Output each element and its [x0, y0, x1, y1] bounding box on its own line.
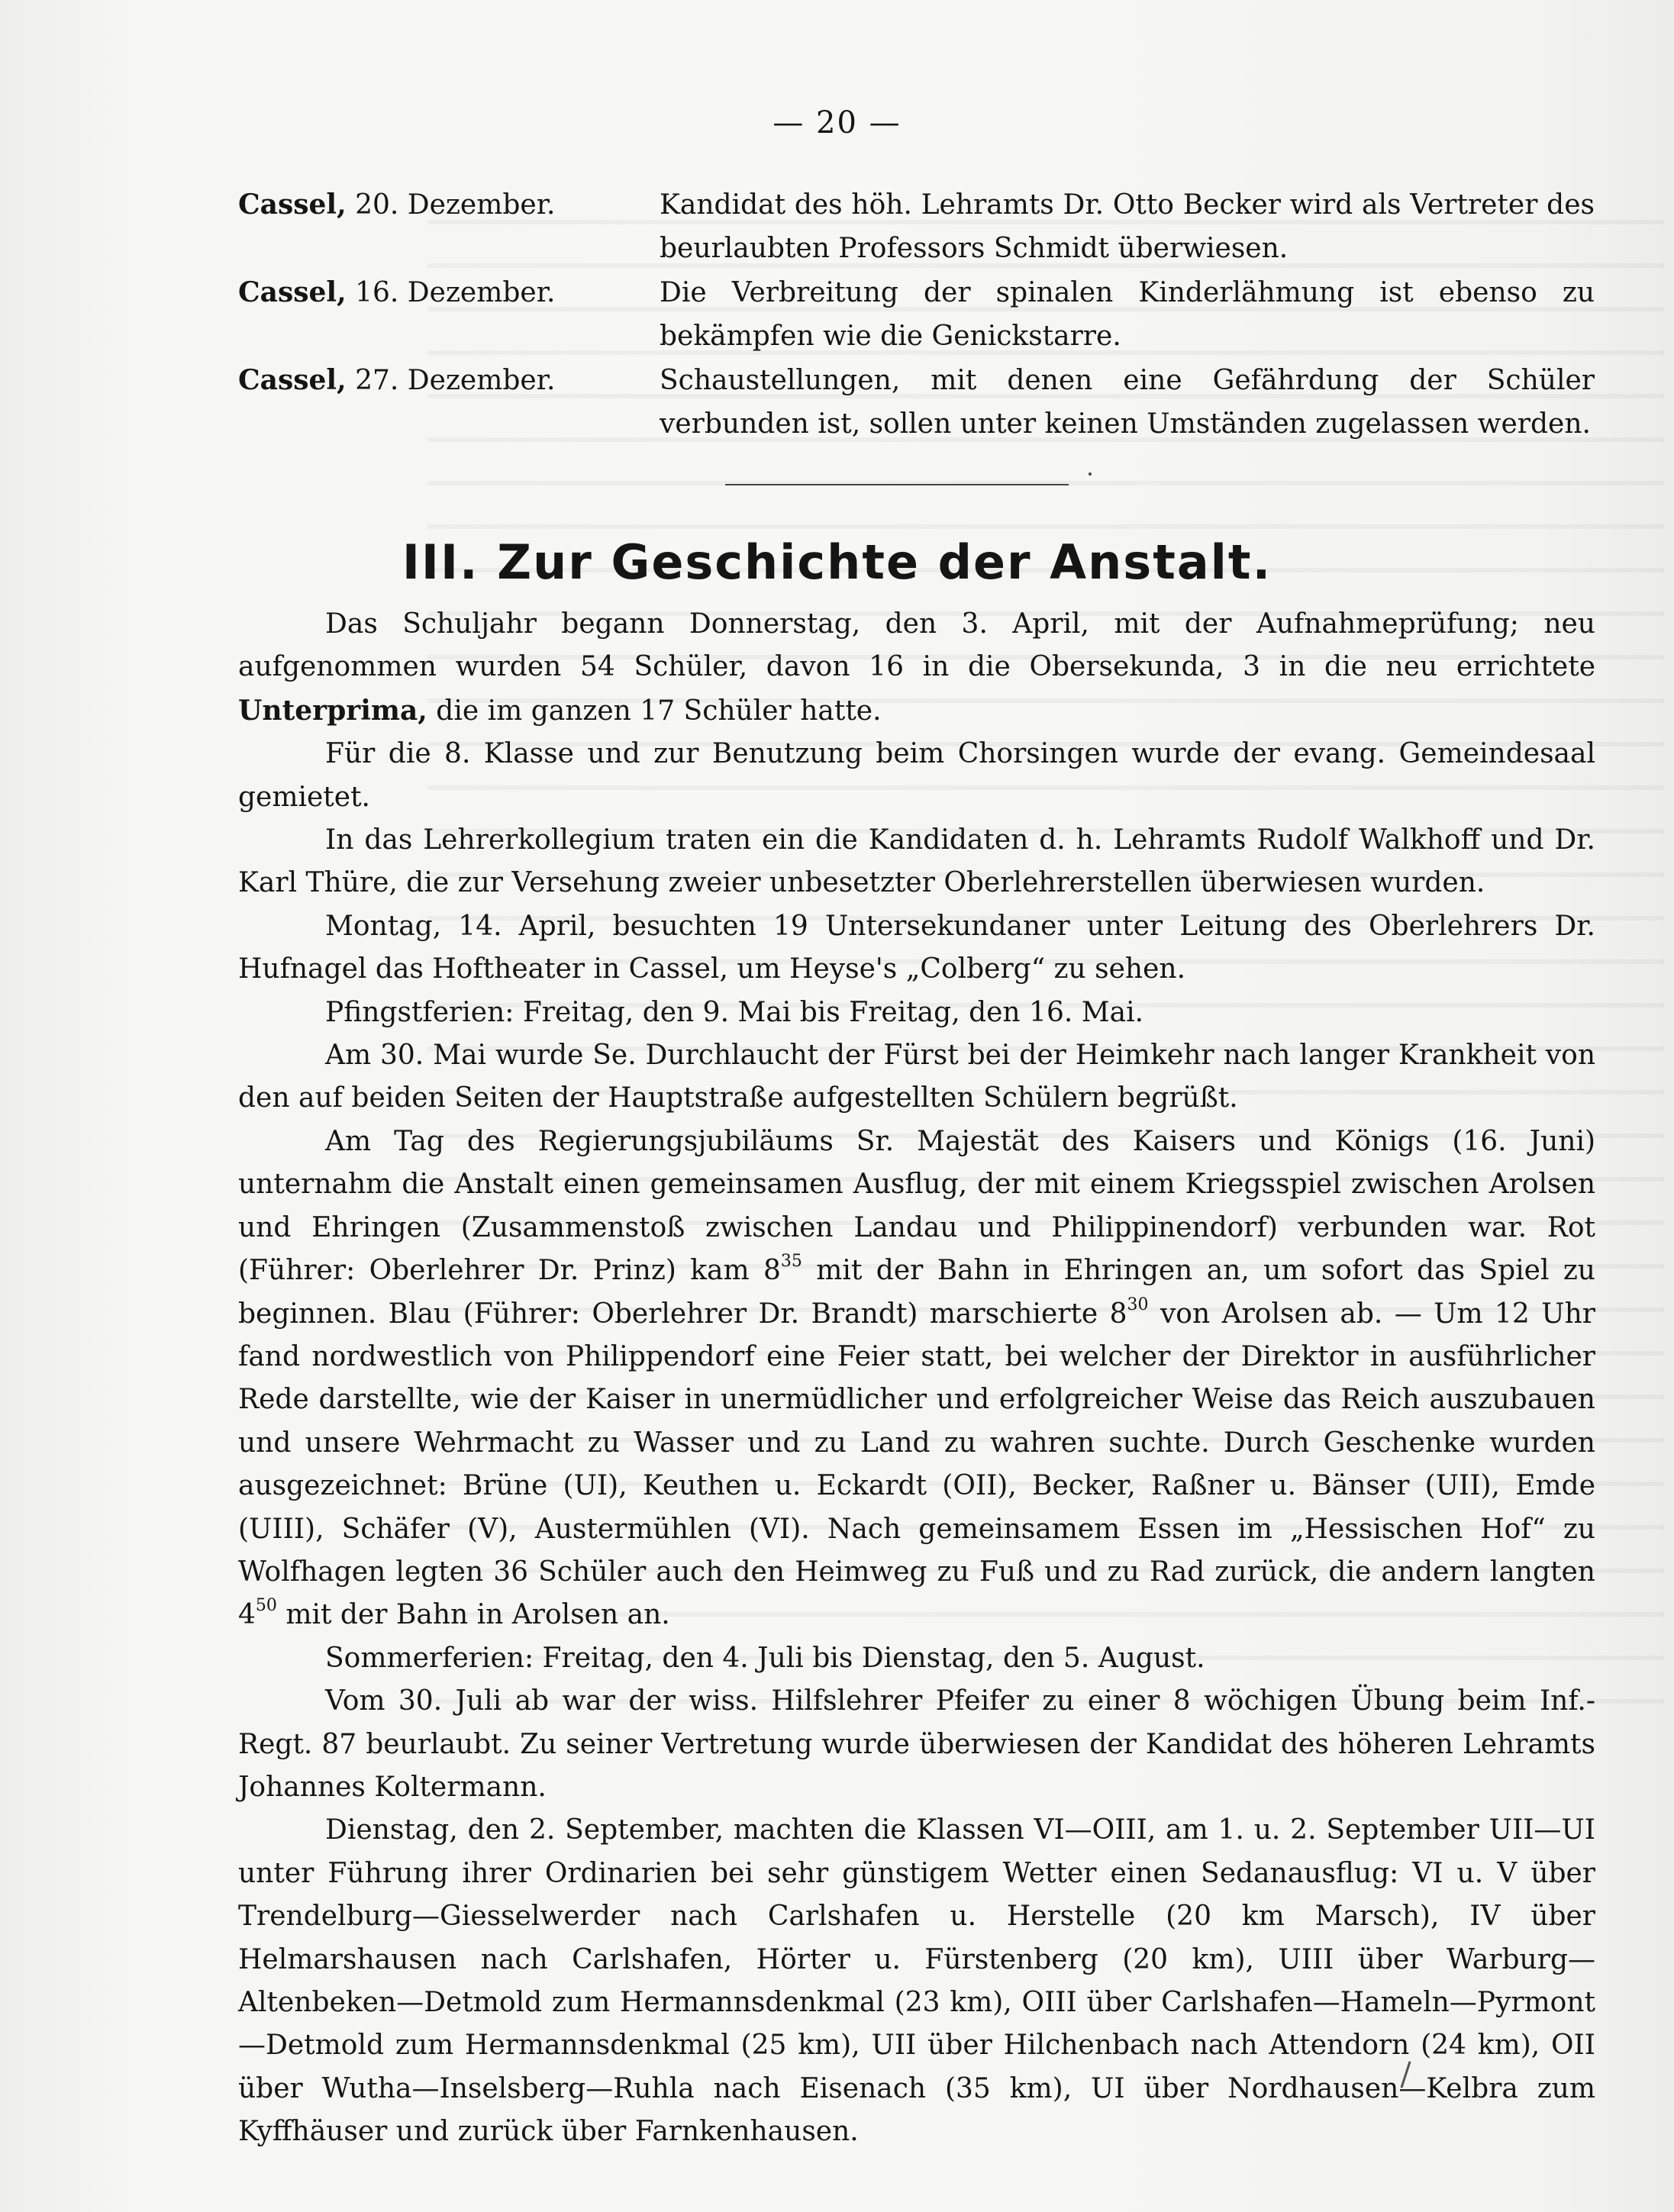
time-superscript: 35	[780, 1252, 802, 1272]
paragraph-text: mit der Bahn in Arolsen an.	[285, 1599, 670, 1631]
paragraph-gemeindesaal: Für die 8. Klasse und zur Benutzung beim Chorsingen wurde der evang. Gemeindesaal gemietet.	[238, 738, 1595, 813]
decree-city: Cassel,	[238, 364, 347, 396]
page-number: — 20 —	[772, 105, 902, 140]
decree-text: Kandidat des höh. Lehramts Dr. Otto Becker wird als Vertreter des beurlaubten Professors Schmidt überwiesen.	[660, 189, 1595, 264]
paragraph-pfingstferien: Pfingstferien: Freitag, den 9. Mai bis Freitag, den 16. Mai.	[325, 996, 1144, 1028]
section-divider	[725, 484, 1069, 485]
decree-entry	[238, 271, 1597, 358]
paragraph-jubilaeum	[238, 1121, 1595, 1637]
decree-place-date	[238, 271, 650, 314]
section-body	[238, 603, 1595, 2154]
decree-text: Die Verbreitung der spinalen Kinderlähmung ist ebenso zu bekämpfen wie die Genickstarre.	[660, 277, 1595, 352]
paragraph-text: Am Tag des Regierungsjubiläums Sr. Majestät des Kaisers und Königs (16. Juni) unternahm die Anstalt einen gemeinsamen Ausflug, der mit einem Kriegsspiel zwischen Arolsen und Ehringen (Zusammenstoß zwischen Landau und Philippinendorf) verbunden war. Rot (Führer: Oberlehrer Dr. Prinz) kam 8	[238, 1125, 1595, 1287]
paragraph-text: von Arolsen ab. — Um 12 Uhr fand nordwestlich von Philippendorf eine Feier statt, bei welcher der Direktor in ausführlicher Rede darstellte, wie der Kaiser in unermüdlicher und erfolgreicher Weise das Reich auszubauen und unsere Wehrmacht zu Wasser und zu Land zu wahren suchte. Durch Geschenke wurden ausgezeichnet: Brüne (UI), Keuthen u. Eckardt (OII), Becker, Raßner u. Bänser (UII), Emde (UIII), Schäfer (V), Austermühlen (VI). Nach gemeinsamem Essen im „Hessischen Hof“ zu Wolfhagen legten 36 Schüler auch den Heimweg zu Fuß und zu Rad zurück, die andern langten 4	[238, 1298, 1595, 1631]
time-superscript: 30	[1127, 1295, 1149, 1314]
paragraph-text: mit der Bahn in Ehringen an, um sofort das Spiel zu beginnen. Blau (Führer: Oberlehrer Dr. Brandt) marschierte 8	[238, 1255, 1595, 1330]
decree-date: 27. Dezember.	[355, 365, 556, 396]
divider-dot	[1089, 472, 1092, 476]
paragraph-text: die im ganzen 17 Schüler hatte.	[436, 695, 882, 727]
paragraph-hilfslehrer: Vom 30. Juli ab war der wiss. Hilfslehrer Pfeifer zu einer 8 wöchigen Übung beim Inf.-Regt. 87 beurlaubt. Zu seiner Vertretung wurde überwiesen der Kandidat des höheren Lehramts Johannes Koltermann.	[238, 1685, 1595, 1803]
decree-date: 16. Dezember.	[355, 277, 556, 308]
decree-date: 20. Dezember.	[355, 189, 556, 221]
decree-place-date	[238, 183, 650, 227]
decree-entry	[238, 359, 1597, 446]
decree-text: Schaustellungen, mit denen eine Gefährdung der Schüler verbunden ist, sollen unter keinen Umständen zugelassen werden.	[660, 365, 1595, 440]
paragraph-fuerst: Am 30. Mai wurde Se. Durchlaucht der Fürst bei der Heimkehr nach langer Krankheit von den auf beiden Seiten der Hauptstraße aufgestellten Schülern begrüßt.	[238, 1040, 1595, 1114]
paragraph-sommerferien: Sommerferien: Freitag, den 4. Juli bis Dienstag, den 5. August.	[325, 1642, 1205, 1674]
decree-city: Cassel,	[238, 189, 347, 221]
decree-place-date	[238, 359, 650, 402]
time-superscript: 50	[255, 1596, 277, 1616]
unterprima-bold: Unterprima,	[238, 694, 427, 727]
decree-entry	[238, 183, 1597, 270]
section-heading: III. Zur Geschichte der Anstalt.	[402, 534, 1272, 590]
paragraph-lehrerkollegium: In das Lehrerkollegium traten ein die Kandidaten d. h. Lehramts Rudolf Walkhoff und Dr. Karl Thüre, die zur Versehung zweier unbesetzter Oberlehrerstellen überwiesen wurden.	[238, 824, 1595, 899]
paragraph-sedanausflug: Dienstag, den 2. September, machten die Klassen VI—OIII, am 1. u. 2. September UII—UI unter Führung ihrer Ordinarien bei sehr günstigem Wetter einen Sedanausflug: VI u. V über Trendelburg—Giesselwerder nach Carlshafen u. Herstelle (20 km Marsch), IV über Helmarshausen nach Carlshafen, Hörter u. Fürstenberg (20 km), UIII über Warburg—Altenbeken—Detmold zum Hermannsdenkmal (23 km), OIII über Carlshafen—Hameln—Pyrmont—Detmold zum Hermannsdenkmal (25 km), UII über Hilchenbach nach Attendorn (24 km), OII über Wutha—Inselsberg—Ruhla nach Eisenach (35 km), UI über Nordhausen—Kelbra zum Kyffhäuser und zurück über Farnkenhausen.	[238, 1814, 1595, 2148]
paragraph-school-year	[238, 603, 1595, 733]
paragraph-hoftheater: Montag, 14. April, besuchten 19 Untersekundaner unter Leitung des Oberlehrers Dr. Hufnagel das Hoftheater in Cassel, um Heyse's „Colberg“ zu sehen.	[238, 910, 1595, 985]
paragraph-text: Das Schuljahr begann Donnerstag, den 3. April, mit der Aufnahmeprüfung; neu aufgenommen wurden 54 Schüler, davon 16 in die Obersekunda, 3 in die neu errichtete	[238, 608, 1595, 683]
decree-city: Cassel,	[238, 276, 347, 308]
